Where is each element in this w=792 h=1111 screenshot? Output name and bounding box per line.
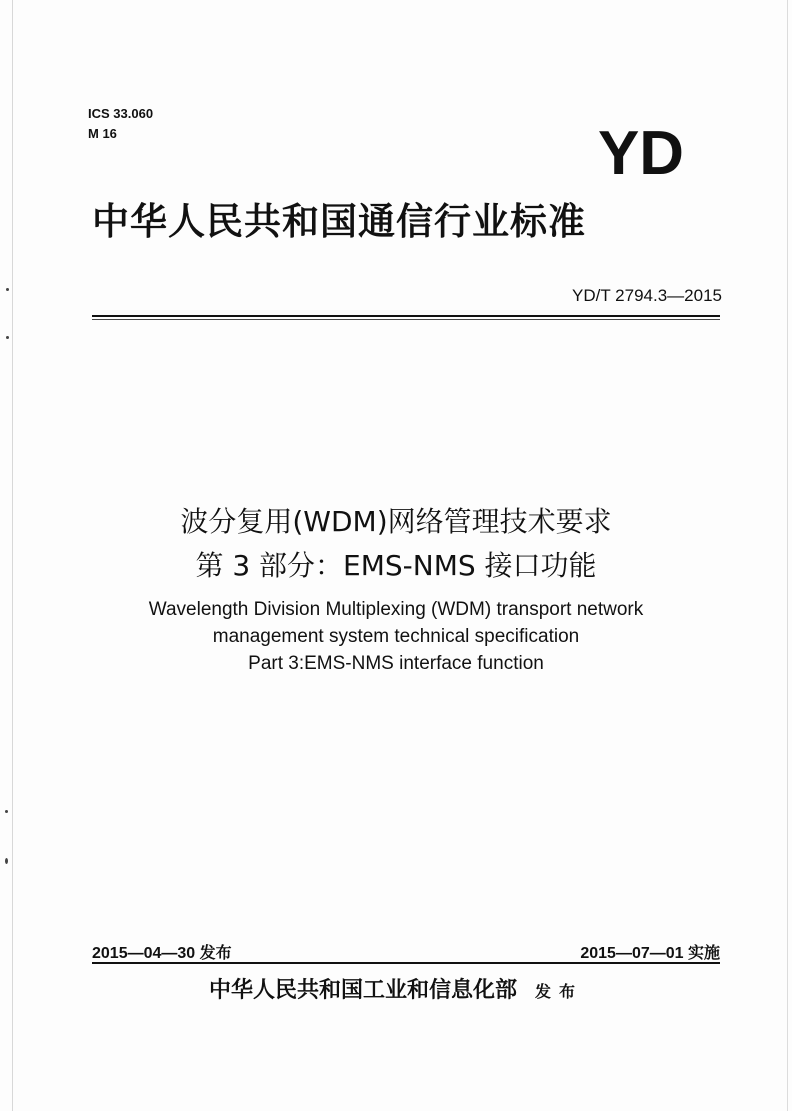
scan-speck (6, 288, 9, 291)
title-english-line2: management system technical specification (212, 626, 580, 647)
ccs-code: M 16 (88, 126, 117, 141)
classification-codes (88, 104, 153, 144)
issuer-name: 中华人民共和国工业和信息化部 (208, 977, 517, 1003)
implement-date: 2015—07—01 实施 (580, 945, 720, 962)
standard-code: YD/T 2794.3—2015 (572, 286, 722, 305)
yd-logo (598, 124, 688, 178)
title-chinese-line1: 波分复用(WDM)网络管理技术要求 (180, 505, 612, 538)
scan-speck (5, 810, 8, 813)
footer-rule (92, 962, 720, 964)
ics-code: ICS 33.060 (88, 106, 154, 121)
yd-logo-text: YD (598, 124, 684, 178)
header-rule-thin (92, 319, 720, 320)
issuer-action: 发布 (535, 982, 584, 1001)
scan-speck (5, 858, 8, 864)
standard-body-title: 中华人民共和国通信行业标准 (92, 200, 586, 243)
title-english-line3: Part 3:EMS-NMS interface function (248, 653, 544, 674)
issuer-line (0, 973, 792, 1004)
title-chinese-line2: 第 3 部分：EMS-NMS 接口功能 (195, 549, 597, 582)
publish-date: 2015—04—30 发布 (92, 945, 232, 962)
title-english-line1: Wavelength Division Multiplexing (WDM) transport network (148, 599, 644, 620)
scan-speck (6, 336, 9, 339)
title-english (0, 596, 792, 677)
header-rule (92, 315, 720, 317)
title-chinese (0, 500, 792, 588)
